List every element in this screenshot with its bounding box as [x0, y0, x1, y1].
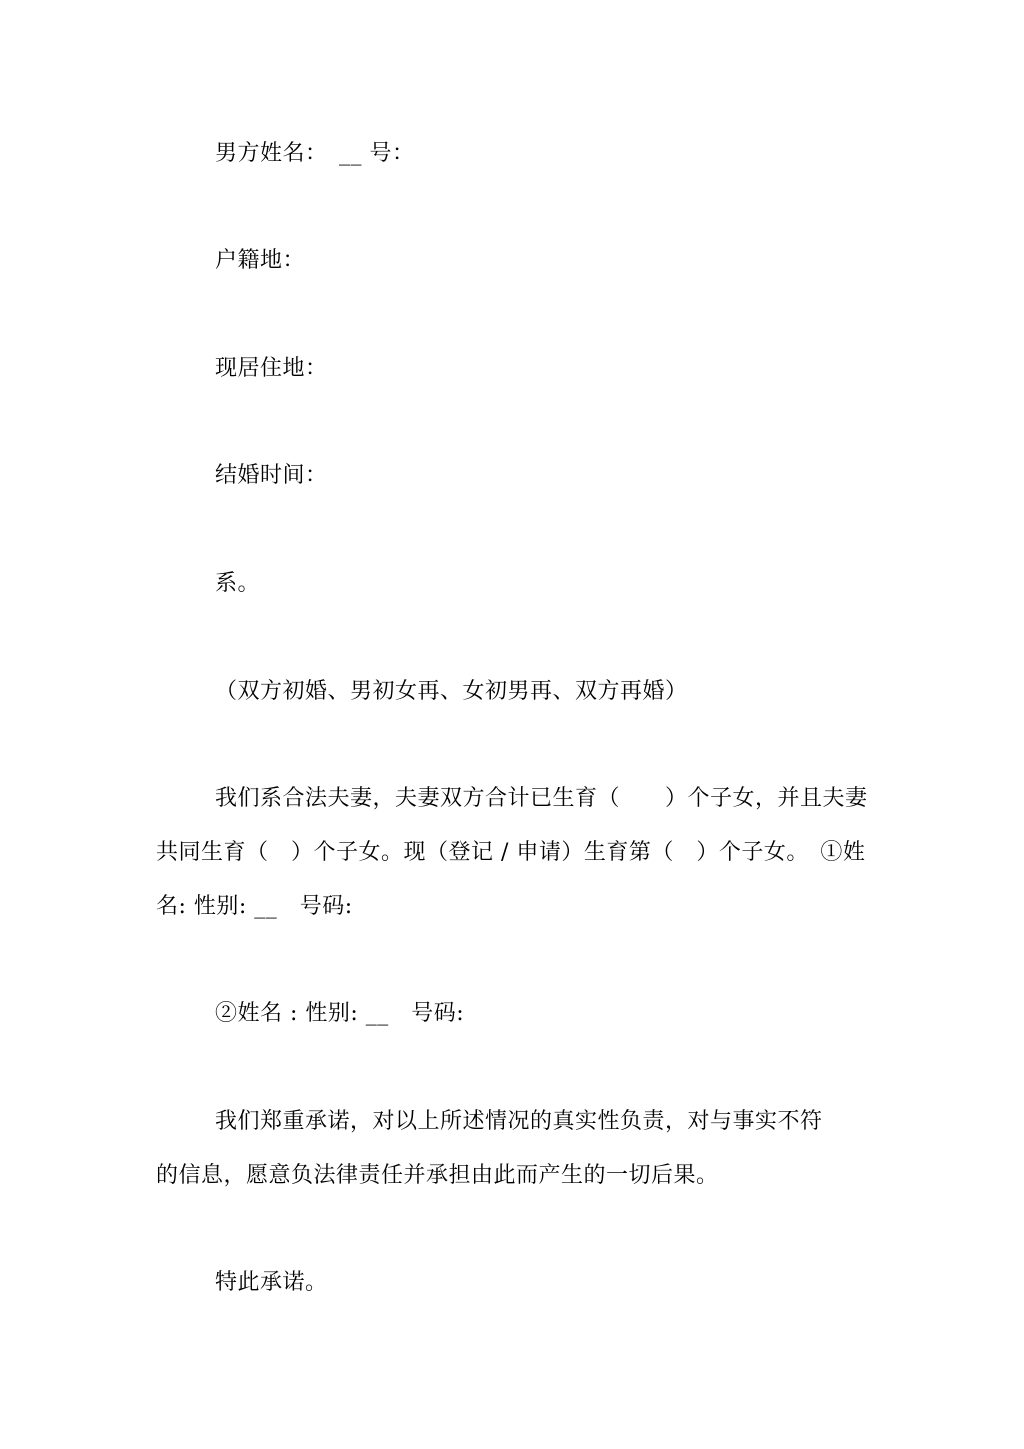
marriage-date-line: 结婚时间： [215, 463, 328, 488]
statement-paragraph-line-3: 名: 性别: __ 号码: [156, 894, 353, 919]
closing-line: 特此承诺。 [215, 1270, 328, 1295]
commitment-paragraph-line-1: 我们郑重承诺，对以上所述情况的真实性负责，对与事实不符 [215, 1109, 823, 1134]
relation-line: 系。 [215, 571, 261, 596]
statement-paragraph-line-2: 共同生育（ ）个子女。现（登记 / 申请）生育第（ ）个子女。 ①姓 [156, 840, 866, 865]
marriage-type-options: （双方初婚、男初女再、女初男再、双方再婚） [215, 679, 688, 704]
male-name-line: 男方姓名： __ 号： [215, 141, 415, 166]
household-registration-line: 户籍地： [215, 248, 306, 273]
child-two-line: ②姓名 : 性别: __ 号码: [215, 1001, 465, 1026]
statement-paragraph-line-1: 我们系合法夫妻，夫妻双方合计已生育（ ）个子女，并且夫妻 [215, 786, 868, 811]
current-residence-line: 现居住地： [215, 356, 328, 381]
commitment-paragraph-line-2: 的信息，愿意负法律责任并承担由此而产生的一切后果。 [156, 1163, 719, 1188]
